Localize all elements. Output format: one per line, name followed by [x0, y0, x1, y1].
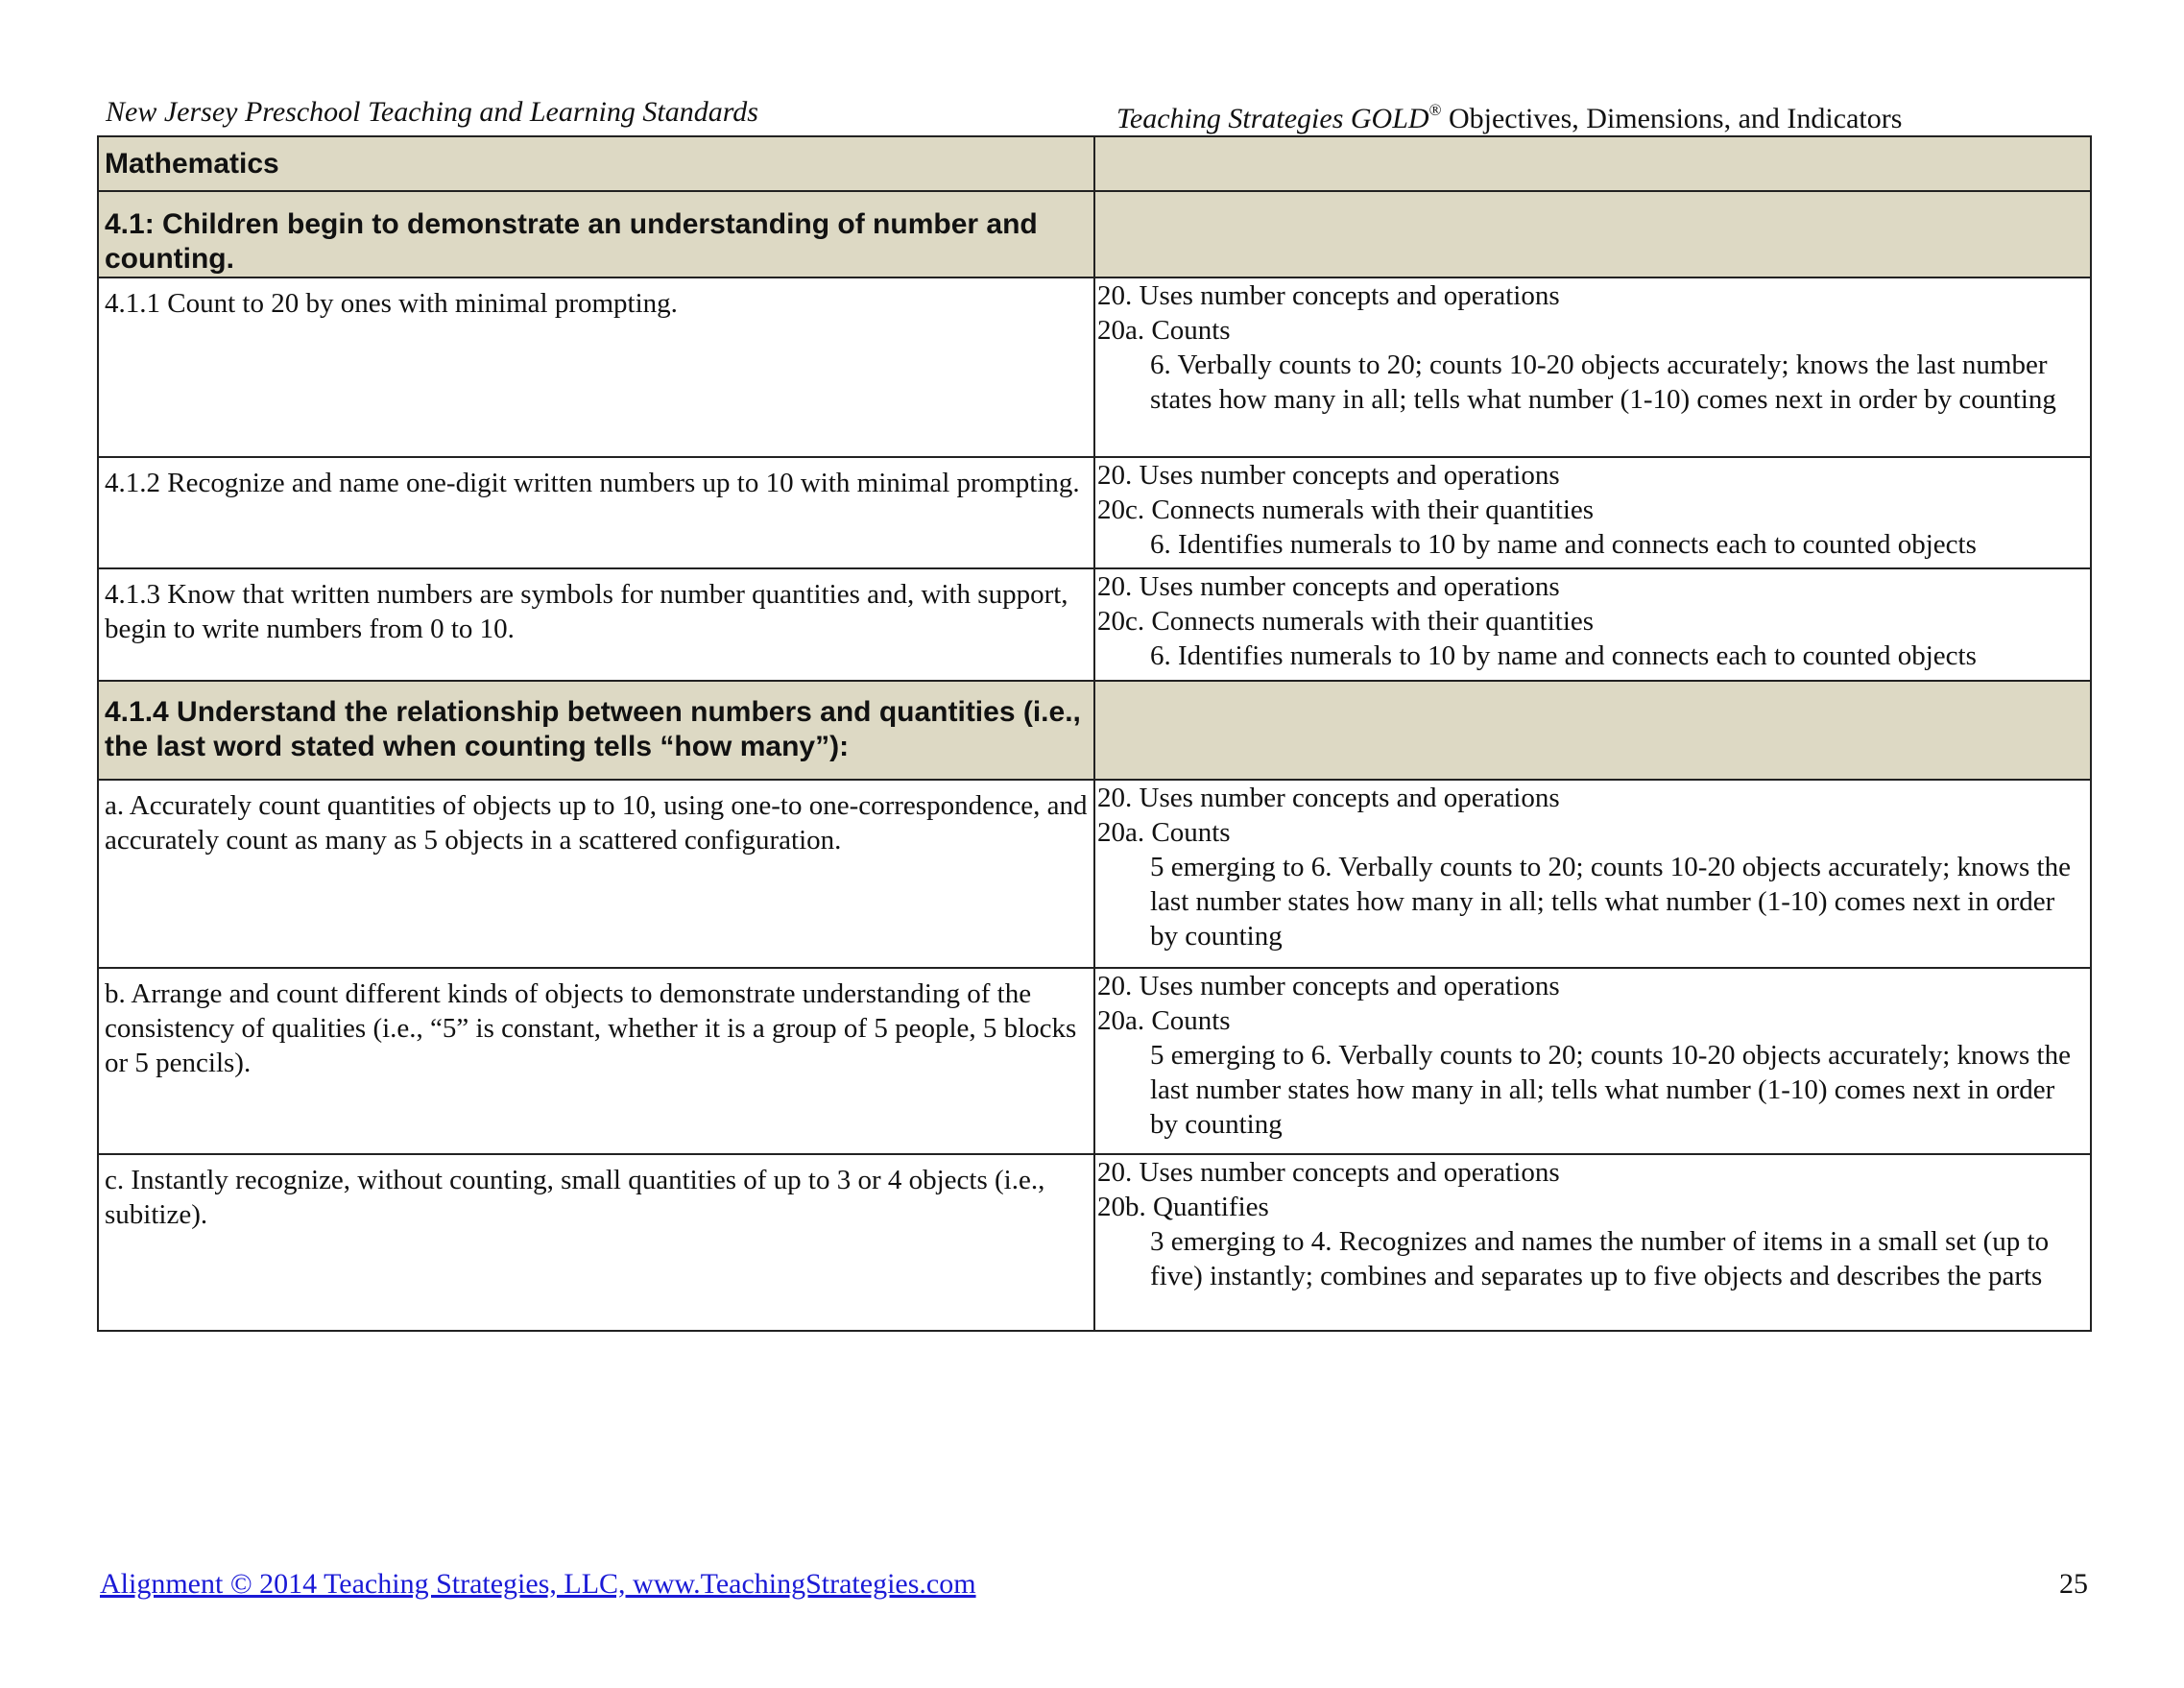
standard-cell: 4.1.1 Count to 20 by ones with minimal prompting. — [98, 277, 1094, 457]
table-row — [98, 1154, 2091, 1331]
indicator-text: 6. Identifies numerals to 10 by name and connects each to counted objects — [1150, 640, 1977, 671]
indicator-text: 6. Identifies numerals to 10 by name and connects each to counted objects — [1150, 529, 1977, 560]
objective-text: 20. Uses number concepts and operations — [1097, 971, 1560, 1001]
table-row — [98, 457, 2091, 568]
dimension-text: 20c. Connects numerals with their quantities — [1097, 606, 1595, 637]
standard-cell: b. Arrange and count different kinds of objects to demonstrate understanding of the consistency of qualities (i.e., “5” is constant, whether it is a group of 5 people, 5 blocks or 5 pencils). — [98, 968, 1094, 1154]
table-row — [98, 568, 2091, 681]
standard-cell: 4.1.3 Know that written numbers are symbols for number quantities and, with support, begin to write numbers from 0 to 10. — [98, 568, 1094, 681]
dimension-text: 20a. Counts — [1097, 817, 1231, 848]
section-row-4-1-4 — [98, 681, 2091, 780]
table-row — [98, 277, 2091, 457]
section-empty-cell — [1094, 191, 2091, 277]
header-gold-name: Teaching Strategies GOLD — [1116, 103, 1429, 134]
alignment-table — [97, 135, 2092, 1332]
dimension-text: 20a. Counts — [1097, 1005, 1231, 1036]
gold-cell — [1094, 457, 2091, 568]
objective-text: 20. Uses number concepts and operations — [1097, 280, 1560, 311]
footer-copyright-link[interactable]: Alignment © 2014 Teaching Strategies, LLC, www.TeachingStrategies.com — [100, 1568, 976, 1600]
objective-text: 20. Uses number concepts and operations — [1097, 783, 1560, 813]
indicator-text: 5 emerging to 6. Verbally counts to 20; counts 10-20 objects accurately; knows the last number states how many in all; tells what number (1-10) comes next in order by counting — [1150, 852, 2071, 952]
section-empty-cell — [1094, 681, 2091, 780]
standard-cell: c. Instantly recognize, without counting, small quantities of up to 3 or 4 objects (i.e., subitize). — [98, 1154, 1094, 1331]
header-standards-title: New Jersey Preschool Teaching and Learning Standards — [106, 96, 758, 128]
indicator-text: 5 emerging to 6. Verbally counts to 20; counts 10-20 objects accurately; knows the last number states how many in all; tells what number (1-10) comes next in order by counting — [1150, 1040, 2071, 1140]
section-row-mathematics — [98, 136, 2091, 191]
objective-text: 20. Uses number concepts and operations — [1097, 571, 1560, 602]
indicator-text: 6. Verbally counts to 20; counts 10-20 objects accurately; knows the last number states how many in all; tells what number (1-10) comes next in order by counting — [1150, 350, 2056, 415]
gold-cell — [1094, 277, 2091, 457]
dimension-text: 20c. Connects numerals with their quantities — [1097, 494, 1595, 525]
objective-text: 20. Uses number concepts and operations — [1097, 1157, 1560, 1188]
standard-cell: 4.1.2 Recognize and name one-digit written numbers up to 10 with minimal prompting. — [98, 457, 1094, 568]
table-row — [98, 780, 2091, 968]
dimension-text: 20a. Counts — [1097, 315, 1231, 346]
section-label: 4.1: Children begin to demonstrate an understanding of number and counting. — [98, 191, 1094, 277]
indicator-text: 3 emerging to 4. Recognizes and names the number of items in a small set (up to five) instantly; combines and separates up to five objects and describes the parts — [1150, 1226, 2050, 1291]
section-label: Mathematics — [98, 136, 1094, 191]
section-row-4-1 — [98, 191, 2091, 277]
section-empty-cell — [1094, 136, 2091, 191]
registered-mark: ® — [1428, 101, 1442, 119]
gold-cell — [1094, 1154, 2091, 1331]
objective-text: 20. Uses number concepts and operations — [1097, 460, 1560, 491]
gold-cell — [1094, 968, 2091, 1154]
table-row — [98, 968, 2091, 1154]
gold-cell — [1094, 780, 2091, 968]
page-number: 25 — [2059, 1568, 2088, 1600]
dimension-text: 20b. Quantifies — [1097, 1192, 1269, 1222]
header-gold-rest: Objectives, Dimensions, and Indicators — [1441, 103, 1903, 134]
standard-cell: a. Accurately count quantities of objects up to 10, using one-to one-correspondence, and accurately count as many as 5 objects in a scattered configuration. — [98, 780, 1094, 968]
gold-cell — [1094, 568, 2091, 681]
header-gold-title — [1116, 103, 1902, 135]
section-label: 4.1.4 Understand the relationship between numbers and quantities (i.e., the last word stated when counting tells “how many”): — [98, 681, 1094, 780]
